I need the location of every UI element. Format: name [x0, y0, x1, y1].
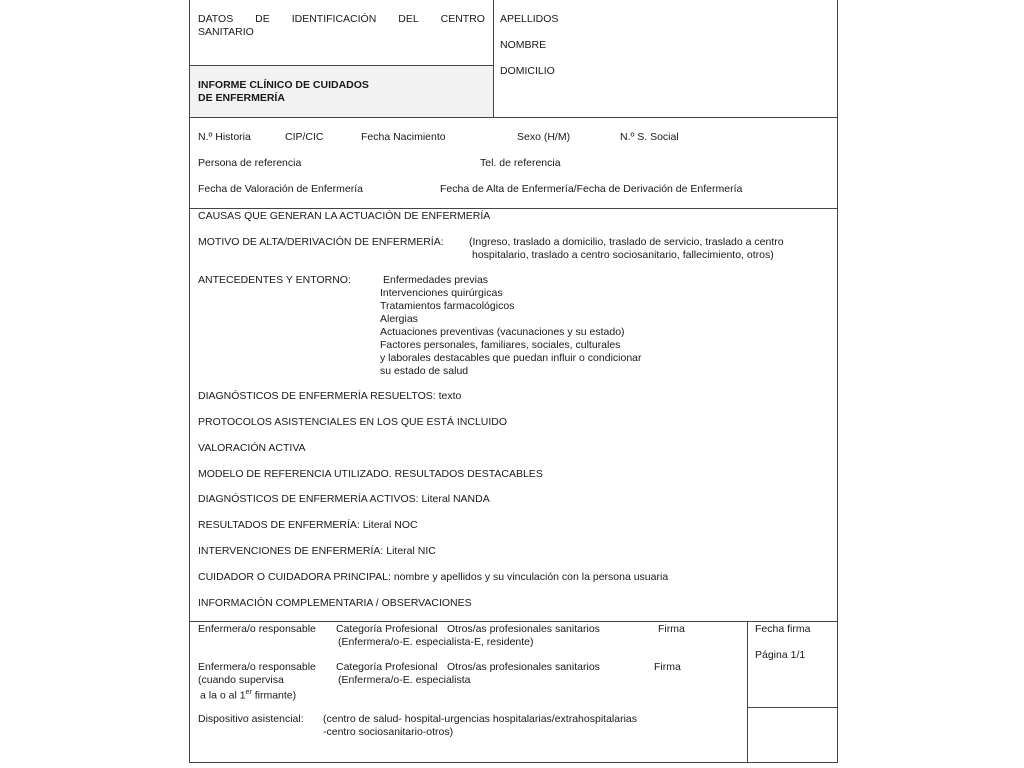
motivo-text-2: hospitalario, traslado a centro sociosanitario, fallecimiento, otros) — [472, 249, 774, 261]
resultados-enfermeria: RESULTADOS DE ENFERMERÍA: Literal NOC — [198, 519, 418, 531]
categoria-sub-2: (Enfermera/o-E. especialista — [338, 674, 471, 686]
header-divider-vertical — [493, 0, 494, 117]
body-bottom-line — [190, 621, 838, 622]
persona-referencia-label: Persona de referencia — [198, 157, 302, 169]
centro-word: IDENTIFICACIÓN — [291, 13, 377, 25]
fecha-valoracion-label: Fecha de Valoración de Enfermería — [198, 183, 363, 195]
centro-word: CENTRO — [440, 13, 485, 25]
supervisa-note-text-end: firmante) — [251, 689, 297, 702]
antecedentes-item: Enfermedades previas — [383, 274, 489, 286]
causas-heading: CAUSAS QUE GENERAN LA ACTUACIÓN DE ENFERMERÍA — [198, 210, 491, 222]
antecedentes-item: y laborales destacables que puedan influir o condicionar — [380, 352, 642, 364]
otros-profesionales-label: Otros/as profesionales sanitarios — [447, 623, 600, 635]
seguridad-social-label: N.º S. Social — [620, 131, 679, 143]
centro-word: DE — [255, 13, 270, 25]
cuidador-principal: CUIDADOR O CUIDADORA PRINCIPAL: nombre y apellidos y su vinculación con la persona usuaria — [198, 571, 669, 583]
firma-label: Firma — [658, 623, 685, 635]
header-divider-left — [190, 65, 493, 66]
intervenciones-enfermeria: INTERVENCIONES DE ENFERMERÍA: Literal NIC — [198, 545, 436, 557]
header-bottom-line — [190, 117, 838, 118]
cip-label: CIP/CIC — [285, 131, 324, 143]
domicilio-label: DOMICILIO — [500, 65, 555, 77]
informe-title-line1: INFORME CLÍNICO DE CUIDADOS — [198, 79, 369, 91]
antecedentes-item: Factores personales, familiares, sociales, culturales — [380, 339, 621, 351]
supervisa-note-1: (cuando supervisa — [198, 674, 284, 686]
fecha-firma-label: Fecha firma — [755, 623, 811, 635]
centro-word: DEL — [398, 13, 419, 25]
informacion-complementaria: INFORMACIÓN COMPLEMENTARIA / OBSERVACIONES — [198, 597, 472, 609]
categoria-label-2: Categoría Profesional — [336, 661, 438, 673]
sexo-label: Sexo (H/M) — [517, 131, 571, 143]
antecedentes-item: Alergias — [380, 313, 418, 325]
informe-title-line2: DE ENFERMERÍA — [198, 92, 285, 104]
motivo-label: MOTIVO DE ALTA/DERIVACIÓN DE ENFERMERÍA: — [198, 236, 444, 248]
valoracion-activa: VALORACIÓN ACTIVA — [198, 442, 306, 454]
historia-label: N.º Historia — [198, 131, 251, 143]
footer-divider-vertical — [747, 621, 748, 762]
antecedentes-label: ANTECEDENTES Y ENTORNO: — [198, 274, 351, 286]
responsable-label: Enfermera/o responsable — [198, 623, 316, 635]
superscript-er: er — [245, 689, 252, 696]
centro-label-line1 — [198, 13, 485, 26]
firma-label-2: Firma — [654, 661, 681, 673]
categoria-sub: (Enfermera/o-E. especialista-E, residente) — [338, 636, 534, 648]
pagina-label: Página 1/1 — [755, 649, 806, 661]
nombre-label: NOMBRE — [500, 39, 547, 51]
motivo-text-1: (Ingreso, traslado a domicilio, traslado de servicio, traslado a centro — [469, 236, 784, 248]
fecha-nacimiento-label: Fecha Nacimiento — [361, 131, 446, 143]
centro-word: DATOS — [198, 13, 234, 25]
tel-referencia-label: Tel. de referencia — [480, 157, 561, 169]
categoria-label: Categoría Profesional — [336, 623, 438, 635]
protocolos-asistenciales: PROTOCOLOS ASISTENCIALES EN LOS QUE ESTÁ INCLUIDO — [198, 416, 508, 428]
modelo-referencia: MODELO DE REFERENCIA UTILIZADO. RESULTADOS DESTACABLES — [198, 468, 543, 480]
otros-profesionales-label-2: Otros/as profesionales sanitarios — [447, 661, 600, 673]
patient-bottom-line — [190, 208, 838, 209]
dispositivo-text-2: -centro sociosanitario-otros) — [323, 726, 454, 738]
dispositivo-label: Dispositivo asistencial: — [198, 713, 304, 725]
antecedentes-item: Actuaciones preventivas (vacunaciones y su estado) — [380, 326, 625, 338]
antecedentes-item: Intervenciones quirúrgicas — [380, 287, 503, 299]
diagnosticos-activos: DIAGNÓSTICOS DE ENFERMERÍA ACTIVOS: Literal NANDA — [198, 493, 490, 505]
responsable-label-2: Enfermera/o responsable — [198, 661, 316, 673]
antecedentes-item: su estado de salud — [380, 365, 469, 377]
diagnosticos-resueltos: DIAGNÓSTICOS DE ENFERMERÍA RESUELTOS: texto — [198, 390, 462, 402]
fecha-alta-label: Fecha de Alta de Enfermería/Fecha de Derivación de Enfermería — [440, 183, 743, 195]
antecedentes-item: Tratamientos farmacológicos — [380, 300, 515, 312]
clinical-report-form — [189, 0, 838, 763]
supervisa-note-2 — [200, 687, 296, 702]
apellidos-label: APELLIDOS — [500, 13, 559, 25]
dispositivo-text-1: (centro de salud- hospital-urgencias hospitalarias/extrahospitalarias — [323, 713, 638, 725]
footer-right-divider — [747, 707, 838, 708]
supervisa-note-text: a la o al 1 — [200, 689, 246, 702]
centro-label-line2: SANITARIO — [198, 26, 254, 38]
